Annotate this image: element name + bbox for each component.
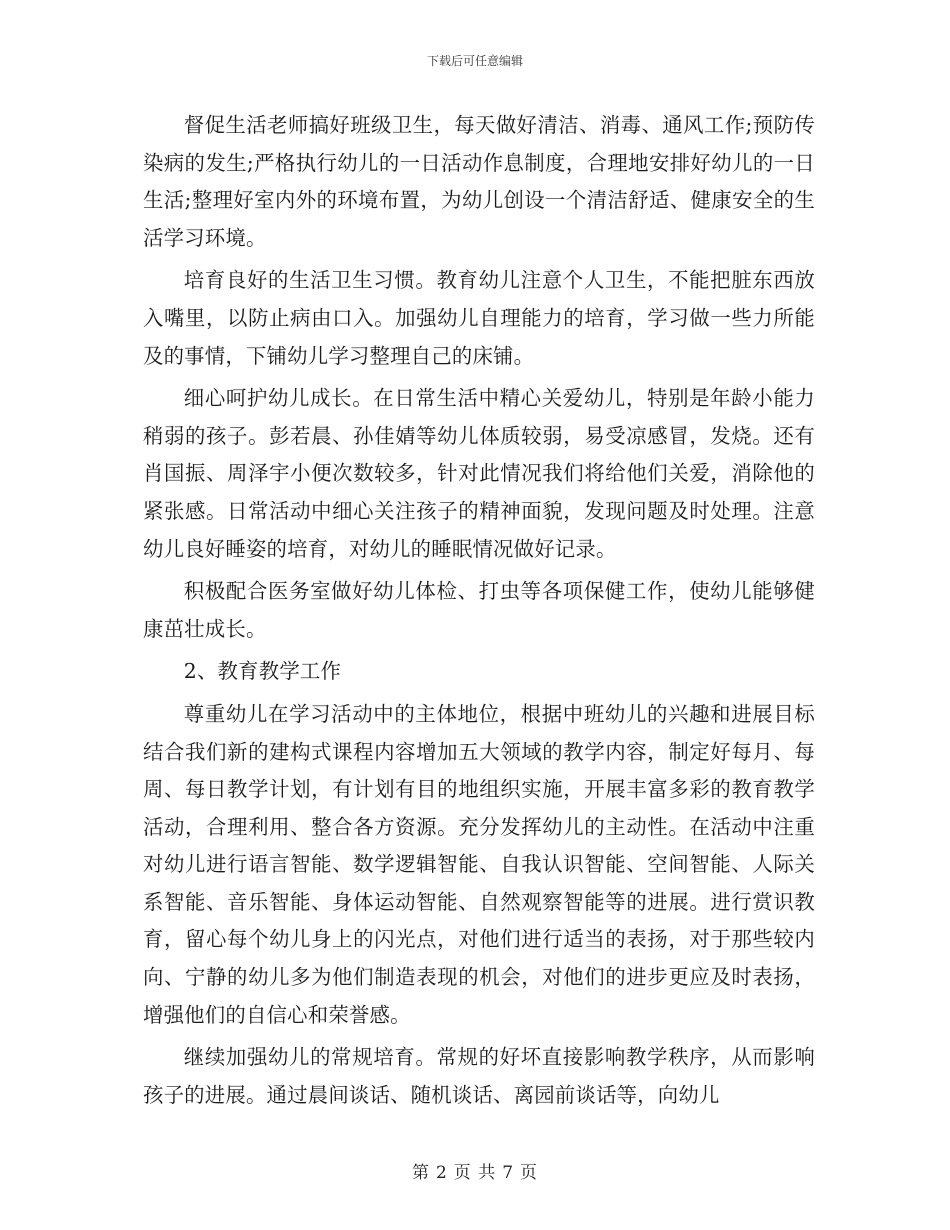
paragraph: 细心呵护幼儿成长。在日常生活中精心关爱幼儿，特别是年龄小能力稍弱的孩子。彭若晨、孙佳婧等幼儿体质较弱，易受凉感冒，发烧。还有肖国振、周泽宇小便次数较多，针对此情况我们将给他们关爱，消除他的紧张感。日常活动中细心关注孩子的精神面貌，发现问题及时处理。注意幼儿良好睡姿的培育，对幼儿的睡眠情况做好记录。 (143, 386, 815, 561)
paragraph: 督促生活老师搞好班级卫生，每天做好清洁、消毒、通风工作;预防传染病的发生;严格执行幼儿的一日活动作息制度，合理地安排好幼儿的一日生活;整理好室内外的环境布置，为幼儿创设一个清洁舒适、健康安全的生活学习环境。 (143, 113, 815, 250)
paragraph: 积极配合医务室做好幼儿体检、打虫等各项保健工作，使幼儿能够健康茁壮成长。 (143, 579, 815, 641)
document-body (143, 107, 815, 1119)
paragraph: 尊重幼儿在学习活动中的主体地位，根据中班幼儿的兴趣和进展目标结合我们新的建构式课程内容增加五大领域的教学内容，制定好每月、每周、每日教学计划，有计划有目的地组织实施，开展丰富多彩的教育教学活动，合理利用、整合各方资源。充分发挥幼儿的主动性。在活动中注重对幼儿进行语言智能、数学逻辑智能、自我认识智能、空间智能、人际关系智能、音乐智能、身体运动智能、自然观察智能等的进展。进行赏识教育，留心每个幼儿身上的闪光点，对他们进行适当的表扬，对于那些较内向、宁静的幼儿多为他们制造表现的机会，对他们的进步更应及时表扬，增强他们的自信心和荣誉感。 (143, 701, 815, 1027)
paragraph: 培育良好的生活卫生习惯。教育幼儿注意个人卫生，不能把脏东西放入嘴里，以防止病由口入。加强幼儿自理能力的培育，学习做一些力所能及的事情，下铺幼儿学习整理自己的床铺。 (143, 268, 815, 368)
footer-suffix: 页 (520, 1163, 539, 1183)
page-total: 7 (502, 1163, 515, 1183)
page-number: 2 (435, 1163, 448, 1183)
page-footer (0, 1158, 950, 1183)
footer-middle: 页 共 (453, 1163, 497, 1183)
footer-prefix: 第 (411, 1163, 430, 1183)
page-header: 下载后可任意编辑 (426, 54, 523, 68)
section-heading: 2、教育教学工作 (183, 659, 342, 684)
paragraph: 继续加强幼儿的常规培育。常规的好坏直接影响教学秩序，从而影响孩子的进展。通过晨间谈话、随机谈话、离园前谈话等，向幼儿 (143, 1045, 815, 1107)
